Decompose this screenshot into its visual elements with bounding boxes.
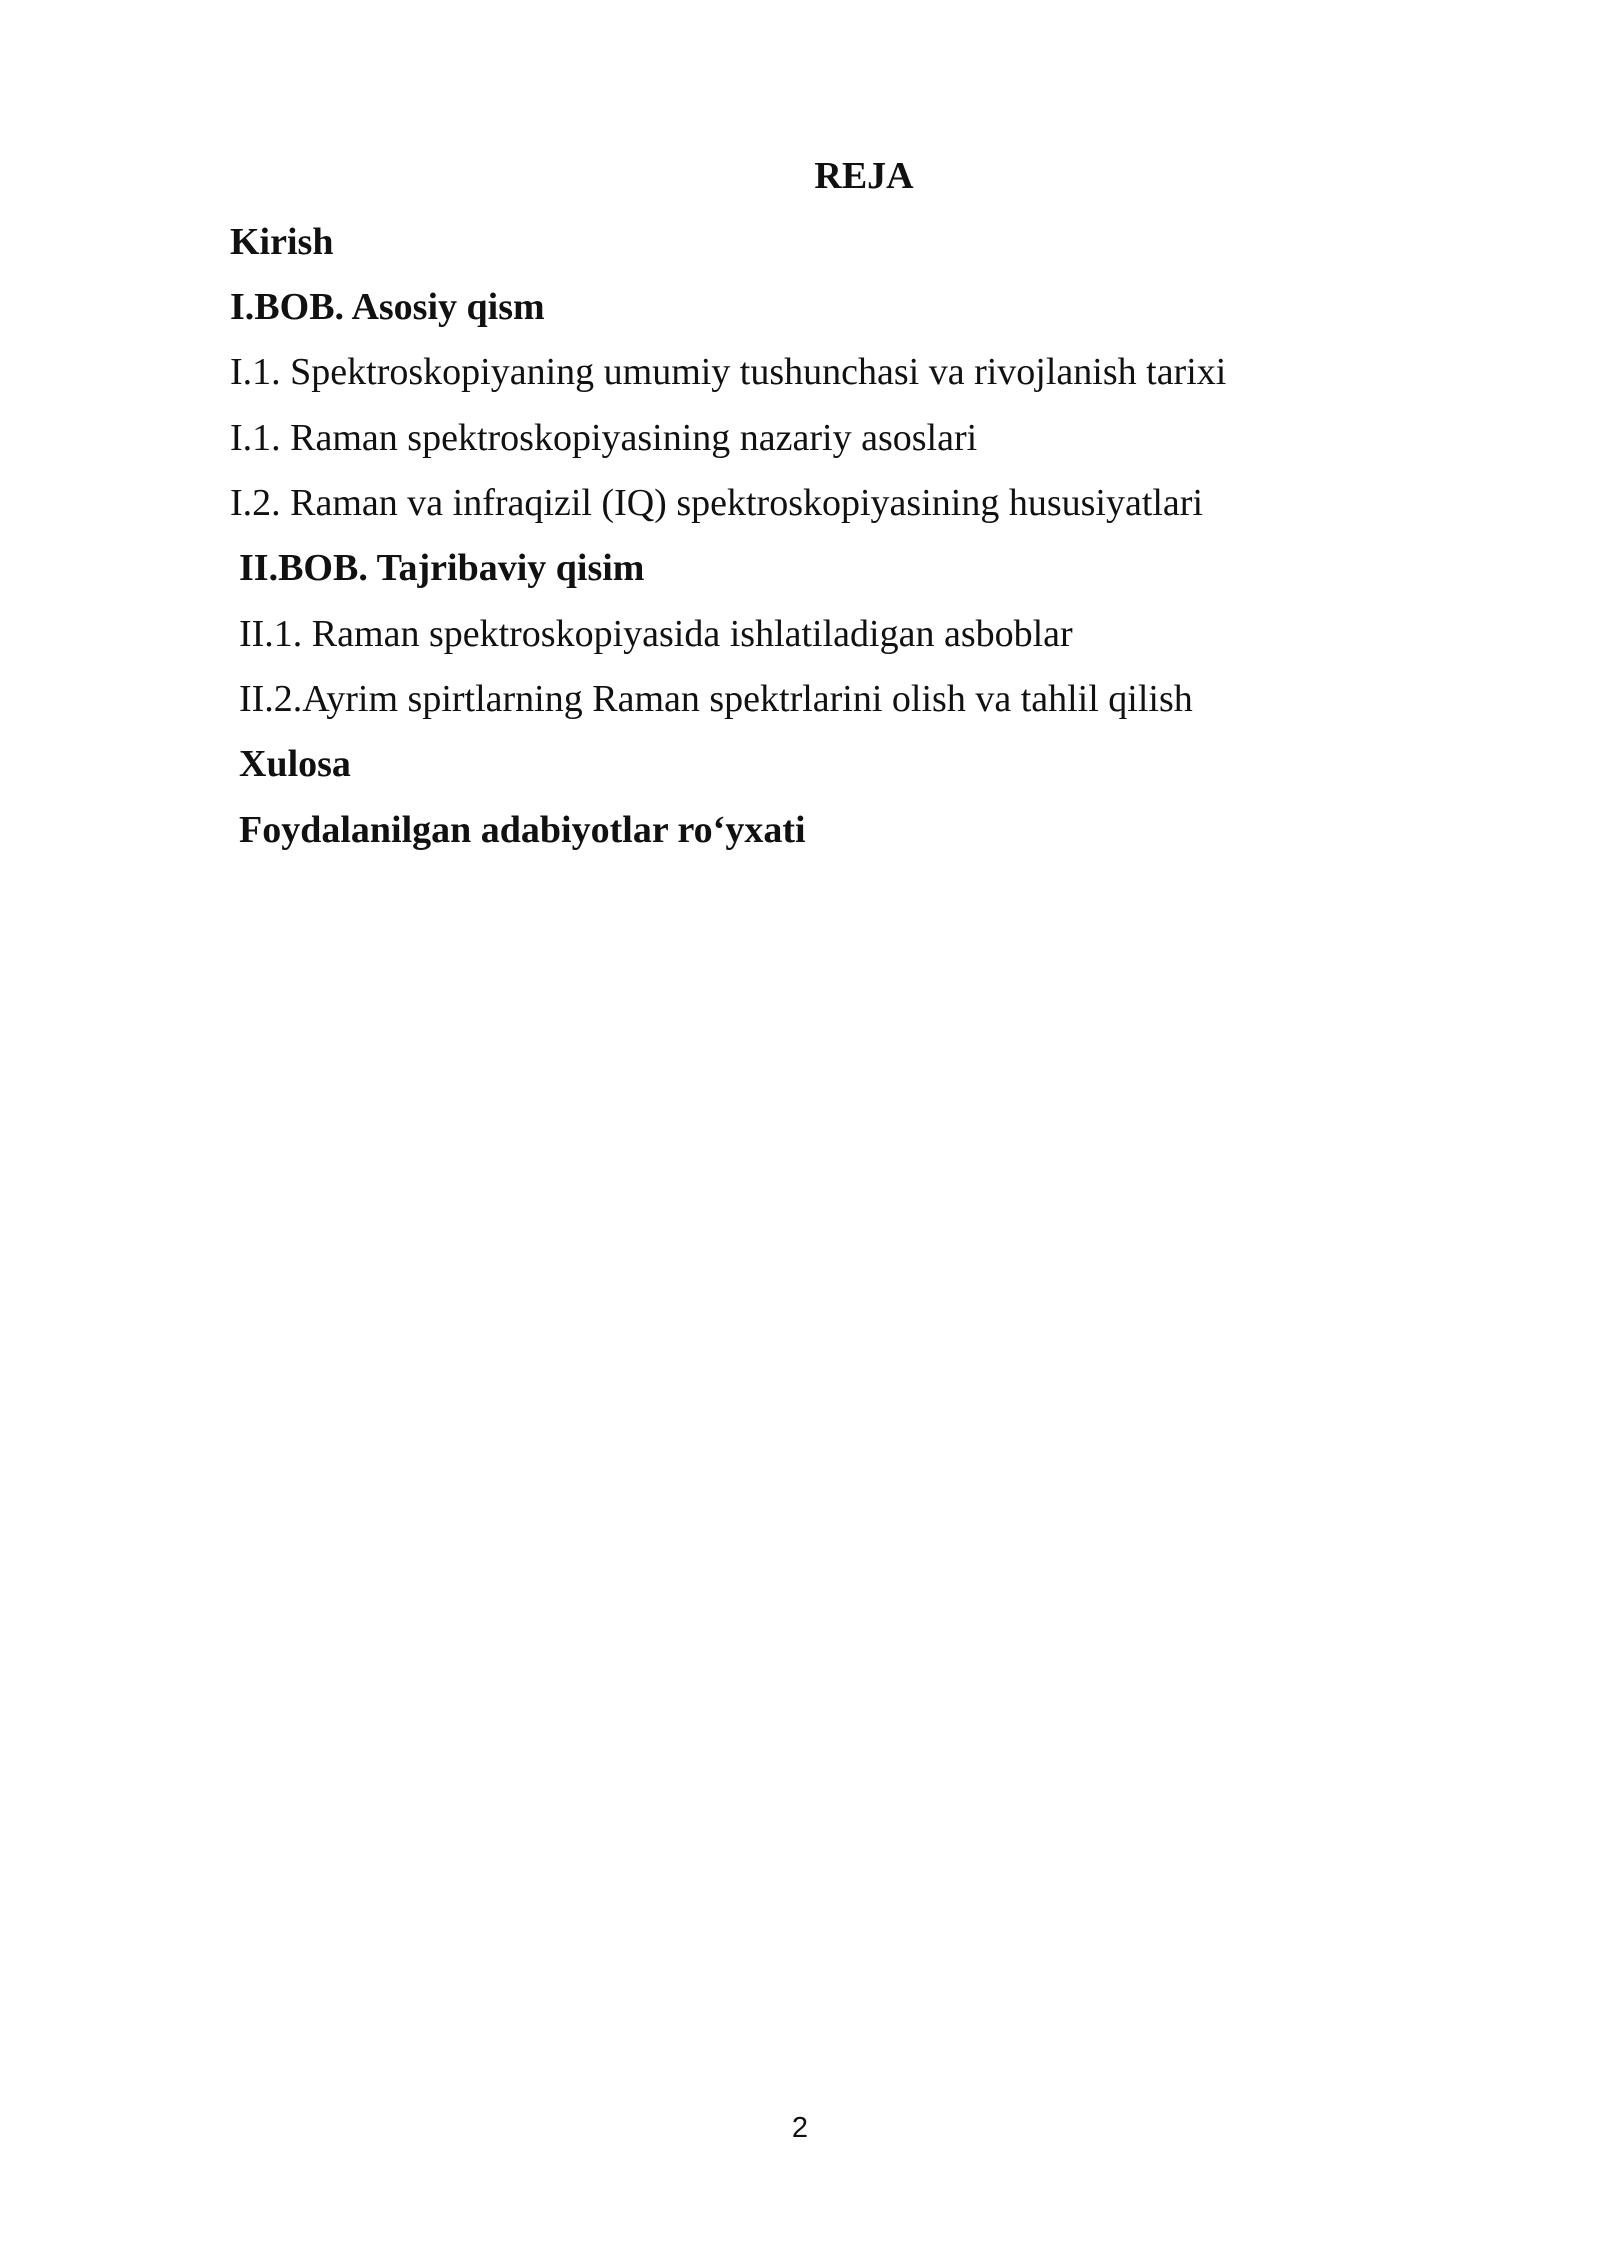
toc-item-references: Foydalanilgan adabiyotlar ro‘yxati [239,809,806,851]
toc-item-1-1-history: I.1. Spektroskopiyaning umumiy tushunchasi va rivojlanish tarixi [230,351,1227,393]
toc-item-chapter-1: I.BOB. Asosiy qism [230,286,545,328]
toc-item-1-2-raman-ir: I.2. Raman va infraqizil (IQ) spektroskopiyasining hususiyatlari [230,482,1204,524]
document-title: REJA [814,155,914,197]
toc-item-conclusion: Xulosa [239,743,351,785]
toc-item-kirish: Kirish [230,221,334,263]
toc-item-chapter-2: II.BOB. Tajribaviy qisim [239,547,645,589]
page-number: 2 [791,2112,809,2144]
toc-item-2-2-alcohols: II.2.Ayrim spirtlarning Raman spektrlarini olish va tahlil qilish [239,678,1193,720]
toc-item-1-1-raman-theory: I.1. Raman spektroskopiyasining nazariy asoslari [230,417,978,459]
toc-item-2-1-instruments: II.1. Raman spektroskopiyasida ishlatiladigan asboblar [239,613,1073,655]
